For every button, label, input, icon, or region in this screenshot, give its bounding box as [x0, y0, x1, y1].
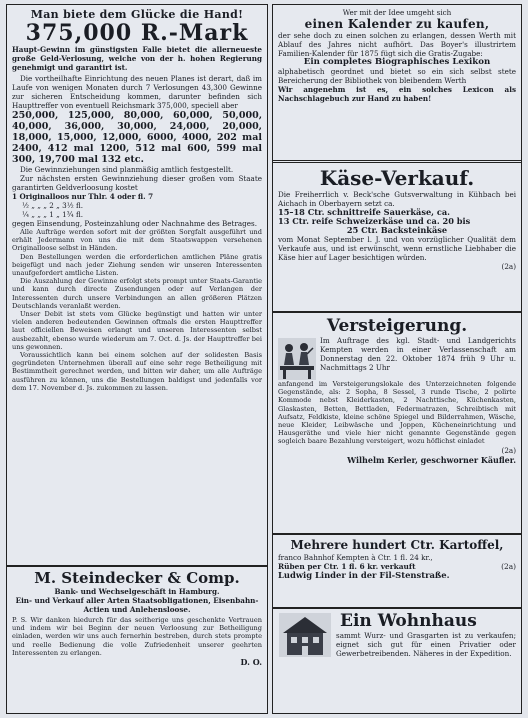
bank-signature: D. O. [240, 657, 262, 668]
versteigerung-title: Versteigerung. [326, 316, 468, 336]
bank-line-1: Bank- und Wechselgeschäft in Hamburg. [54, 587, 220, 596]
kartoffel-advertisement [273, 535, 521, 609]
lottery-paragraph-6: Den Bestellungen werden die erforderlichen amtlichen Pläne gratis beigefügt und nach jeder Ziehung senden wir unseren Interessenten unaufgefordert amtliche Listen. [12, 252, 262, 278]
kalender-feature: Ein completes Biographisches Lexikon [303, 57, 491, 67]
kartoffel-reference: (2a) [501, 562, 516, 571]
kalender-body-2: alphabetisch geordnet und bietet so ein sich selbst stete Bereicherung der Bibliothek von bleibendem Werth [278, 67, 516, 85]
kalender-head-1: Wer mit der Idee umgeht sich [342, 8, 452, 17]
kartoffel-line-3: Ludwig Linder in der Fil-Stenstraße. [278, 570, 450, 580]
lottery-paragraph-8: Unser Debit ist stets vom Glücke begünstigt und hatten wir unter vielen anderen bedeutenden Gewinnen oftmals die ersten Haupttreffer laut officiellen Beweisen erlangt und unseren Interessenten selbst ausbezahlt, ebenso wurde wiederum am 7. Oct. d. Js. der Haupttreffer bei uns gewonnen. [12, 310, 262, 351]
lottery-paragraph-1: Die vortheilhafte Einrichtung des neuen Planes ist derart, daß im Laufe von wenigen Monaten durch 7 Verlosungen 43,300 Gewinne zur sicheren Entscheidung kommen, darunter befinden sich Haupttreffer von eventuell Reichsmark 375,000, speciell aber [12, 74, 262, 110]
versteigerung-advertisement [273, 313, 521, 535]
kartoffel-title: Mehrere hundert Ctr. Kartoffel, [290, 538, 504, 552]
lottery-paragraph-9: Voraussichtlich kann bei einem solchen auf der solidesten Basis gegründeten Unternehmen überall auf eine sehr rege Betheiligung mit Bestimmtheit gerechnet werden, und bitten wir daher, um alle Aufträge ausführen zu können, uns die Bestellungen baldigst und jedenfalls vor dem 17. November d. Js. zukommen zu lassen. [12, 351, 262, 392]
lottery-advertisement [7, 5, 267, 567]
kalender-body: der sehe doch zu einen solchen zu erlangen, dessen Werth mit Ablauf des Jahres nicht aufhört. Das Boyer's illustrirtem Familien-Kalender für 1875 fügt sich die Gratis-Zugabe: [278, 31, 516, 58]
versteigerung-signature: Wilhelm Kerler, geschworner Käufler. [347, 454, 516, 465]
bank-postscript: P. S. Wir danken hiedurch für das seitherige uns geschenkte Vertrauen und indem wir bei Beginn der neuen Verloosung zur Betheiligung einladen, werden wir uns auch fernerhin bestreben, durch stets prompte und reelle Bedienung die volle Zufriedenheit unserer geehrten Interessenten zu erlangen. [12, 616, 262, 657]
kalender-head-2: einen Kalender zu kaufen, [304, 17, 490, 31]
lottery-prize-numbers: 250,000, 125,000, 80,000, 60,000, 50,000, 40,000, 36,000, 30,000, 24,000, 20,000, 18,000, 15,000, 12,000, 6000, 4000, 202 mal 2400, 412 mal 1200, 512 mal 600, 599 mal 300, 19,700 mal 132 etc. [12, 110, 262, 165]
lottery-intro: Haupt-Gewinn im günstigsten Falle bietet die allerneueste große Geld-Verlosung, welche von der h. hohen Regierung genehmigt und garantirt ist. [12, 45, 262, 72]
lottery-paragraph-3: Zur nächsten ersten Gewinnziehung dieser großen vom Staate garantirten Geldverloosung kostet [12, 174, 262, 192]
kartoffel-line-2: Rüben per Ctr. 1 fl. 6 kr. verkauft [278, 562, 416, 571]
kartoffel-line-1: franco Bahnhof Kempten à Ctr. 1 fl. 24 kr., [278, 553, 433, 562]
kaese-body-2: vom Monat September l. J. und von vorzüglicher Qualität dem Verkaufe aus, und ist erwünscht, wenn ernstliche Liebhaber die Käse hier auf Lager besichtigen würden. [278, 235, 516, 262]
lottery-paragraph-2: Die Gewinnziehungen sind planmäßig amtlich festgestellt. [20, 165, 234, 174]
wohnhaus-title: Ein Wohnhaus [340, 611, 477, 631]
kaese-line-3: 25 Ctr. Backsteinkäse [346, 225, 448, 235]
versteigerung-lead: Im Auftrage des kgl. Stadt- und Landgerichts Kempten werden in einer Verlassenschaft am Donnerstag den 22. Oktober 1874 früh 9 Uhr u. Nachmittags 2 Uhr [320, 336, 516, 372]
lottery-price-half: ½ „ „ „ 2 „ 3½ fl. [22, 201, 84, 210]
kaese-advertisement [273, 163, 521, 313]
bank-name: M. Steindecker & Comp. [34, 569, 240, 587]
house-illustration [279, 613, 331, 657]
kaese-body-1: Die Freiherrlich v. Beck'sche Gutsverwaltung in Kühbach bei Aichach in Oberbayern setzt ca. [278, 190, 516, 208]
bank-line-2: Ein- und Verkauf aller Arten Staatsobligationen, Eisenbahn-Actien und Anlehensloose. [15, 596, 259, 614]
kalender-advertisement [273, 5, 521, 163]
lottery-price-quarter: ¼ „ „ „ 1 „ 1¾ fl. [22, 210, 84, 219]
kaese-line-2: 13 Ctr. reife Schweizerkäse und ca. 20 bis [278, 216, 471, 226]
wohnhaus-body: sammt Wurz- und Grasgarten ist zu verkaufen; eignet sich gut für einen Privatier oder Gewerbetreibenden. Näheres in der Expedition. [336, 631, 516, 658]
right-column [272, 4, 522, 714]
kaese-title: Käse-Verkauf. [319, 166, 475, 190]
lottery-amount: 375,000 R.-Mark [25, 20, 249, 46]
lottery-paragraph-4: gegen Einsendung, Posteinzahlung oder Nachnahme des Betrages. [12, 219, 257, 228]
bank-advertisement [7, 567, 267, 670]
lottery-paragraph-5: Alle Aufträge werden sofort mit der größten Sorgfalt ausgeführt und erhält Jedermann von uns die mit dem Staatswappen versehenen Originalloose selbst in Händen. [12, 228, 262, 253]
lottery-price-head: 1 Originalloos nur Thlr. 4 oder fl. 7 [12, 192, 154, 201]
wohnhaus-advertisement [273, 609, 521, 709]
kalender-tail: Wir angenehm ist es, ein solches Lexicon als Nachschlagebuch zur Hand zu haben! [278, 85, 516, 103]
kaese-line-1: 15–18 Ctr. schnittreife Sauerkäse, ca. [278, 207, 451, 217]
kaese-reference: (2a) [501, 262, 516, 271]
auction-scene-illustration [278, 338, 316, 380]
versteigerung-reference: (2a) [501, 445, 516, 455]
lottery-title: Man biete dem Glücke die Hand! [30, 8, 244, 21]
versteigerung-body: anfangend im Versteigerungslokale des Unterzeichneten folgende Gegenstände, als: 2 Sopha, 8 Sessel, 3 runde Tische, 2 polirte Kommode nebst Kleiderkasten, 2 Nachttische, Küchenkasten, Glaskasten, Betten, Bettladen, Federmatrazen, Schreibtisch mit Aufsatz, Feldkiste, kleine schöne Spiegel und Bilderrahmen, Wäsche, neue Kleider, Leibwäsche und Joppen, Kücheneinrichtung und Hausgeräthe und viele hier nicht genannte Gegenstände gegen sogleich baare Bezahlung versteigert, wozu höflichst einladet [278, 380, 516, 446]
lottery-paragraph-7: Die Auszahlung der Gewinne erfolgt stets prompt unter Staats-Garantie und kann durch directe Zusendungen oder auf Verlangen der Interessenten durch unsere Verbindungen an allen größeren Plätzen Deutschlands veranlaßt werden. [12, 277, 262, 310]
left-column [6, 4, 268, 714]
